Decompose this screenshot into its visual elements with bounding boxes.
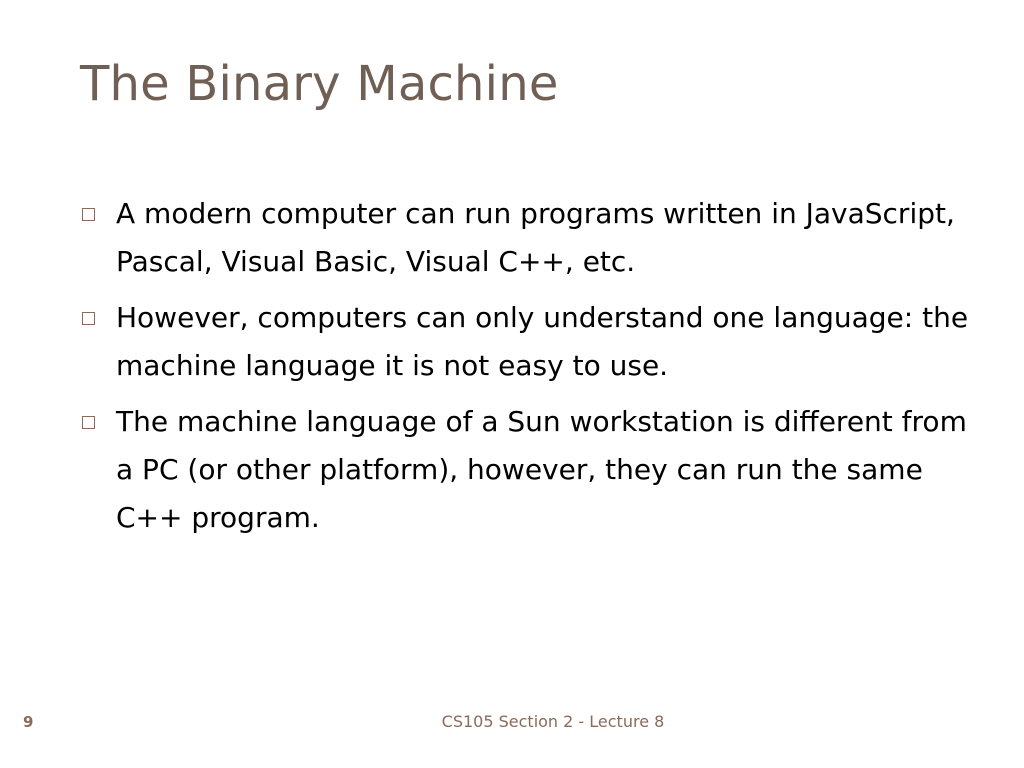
bullet-text: A modern computer can run programs written in JavaScript, Pascal, Visual Basic, Visual C++, etc.: [116, 197, 955, 278]
bullet-item: [82, 398, 982, 542]
footer-label: CS105 Section 2 - Lecture 8: [441, 712, 665, 731]
hollow-square-bullet-icon: [82, 416, 95, 429]
hollow-square-bullet-icon: [82, 312, 95, 325]
bullet-list: [82, 190, 982, 550]
bullet-text: The machine language of a Sun workstation is different from a PC (or other platform), however, they can run the same C++ program.: [116, 405, 967, 534]
hollow-square-bullet-icon: [82, 208, 95, 221]
bullet-item: [82, 190, 982, 286]
slide-title: The Binary Machine: [80, 56, 559, 112]
bullet-item: [82, 294, 982, 390]
slide-number: 9: [23, 713, 34, 731]
bullet-text: However, computers can only understand one language: the machine language it is not easy to use.: [116, 301, 969, 382]
